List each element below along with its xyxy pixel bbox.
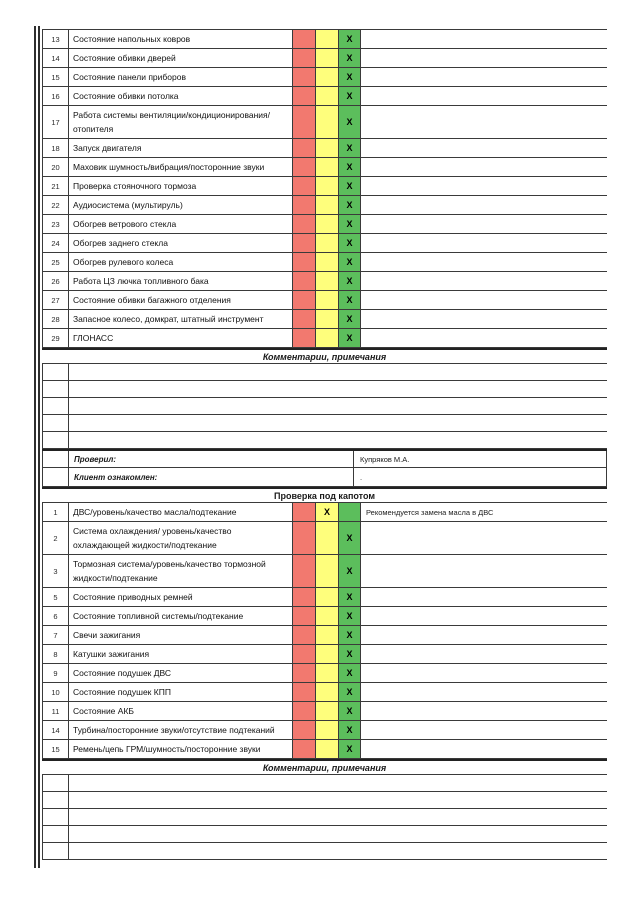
row-number-cell: 26 bbox=[42, 272, 68, 290]
row-label: Состояние АКБ bbox=[68, 702, 292, 720]
status-cell-green: X bbox=[338, 106, 361, 138]
row-number-cell: 15 bbox=[42, 740, 68, 758]
blank-number-cell bbox=[42, 398, 68, 414]
row-label: Состояние подушек ДВС bbox=[68, 664, 292, 682]
status-cell-red bbox=[292, 664, 315, 682]
table-row bbox=[42, 196, 607, 215]
blank-number-cell bbox=[42, 775, 68, 791]
row-label: ДВС/уровень/качество масла/подтекание bbox=[68, 503, 292, 521]
blank-comment-cell bbox=[68, 792, 607, 808]
row-label: Состояние обивки багажного отделения bbox=[68, 291, 292, 309]
status-cell-green: X bbox=[338, 645, 361, 663]
status-cell-yellow bbox=[315, 607, 338, 625]
row-number-cell: 7 bbox=[42, 626, 68, 644]
status-cell-yellow bbox=[315, 522, 338, 554]
status-cell-red bbox=[292, 139, 315, 157]
blank-comment-row bbox=[42, 398, 607, 415]
status-cell-red bbox=[292, 702, 315, 720]
row-number-cell: 18 bbox=[42, 139, 68, 157]
status-cell-green bbox=[338, 503, 361, 521]
row-number-cell: 13 bbox=[42, 30, 68, 48]
hood-section-header: Проверка под капотом bbox=[42, 487, 607, 503]
row-label: Состояние обивки потолка bbox=[68, 87, 292, 105]
row-label: Проверка стояночного тормоза bbox=[68, 177, 292, 195]
blank-comment-row bbox=[42, 826, 607, 843]
status-cell-yellow bbox=[315, 272, 338, 290]
blank-comment-row bbox=[42, 843, 607, 860]
status-cell-red bbox=[292, 158, 315, 176]
status-cell-green: X bbox=[338, 329, 361, 347]
status-cell-green: X bbox=[338, 310, 361, 328]
status-cell-yellow bbox=[315, 158, 338, 176]
status-cell-green: X bbox=[338, 49, 361, 67]
table-row bbox=[42, 158, 607, 177]
status-cell-yellow bbox=[315, 555, 338, 587]
status-cell-yellow bbox=[315, 645, 338, 663]
row-comment-cell bbox=[361, 49, 607, 67]
table-row bbox=[42, 645, 607, 664]
status-cell-red bbox=[292, 87, 315, 105]
row-number-cell: 1 bbox=[42, 503, 68, 521]
interior-checklist-table bbox=[42, 30, 607, 348]
blank-comment-row bbox=[42, 775, 607, 792]
status-cell-yellow bbox=[315, 215, 338, 233]
row-label: Тормозная система/уровень/качество тормозной жидкости/подтекание bbox=[68, 555, 292, 587]
table-row bbox=[42, 740, 607, 759]
row-comment-cell bbox=[361, 740, 607, 758]
status-cell-yellow bbox=[315, 702, 338, 720]
table-row bbox=[42, 522, 607, 555]
row-label: Маховик шумность/вибрация/посторонние звуки bbox=[68, 158, 292, 176]
status-cell-yellow bbox=[315, 49, 338, 67]
row-number-cell: 9 bbox=[42, 664, 68, 682]
row-number-cell: 28 bbox=[42, 310, 68, 328]
client-ack-value: . bbox=[353, 468, 607, 486]
row-comment-cell bbox=[361, 702, 607, 720]
status-cell-green: X bbox=[338, 177, 361, 195]
status-cell-red bbox=[292, 30, 315, 48]
row-label: Турбина/посторонние звуки/отсутствие подтеканий bbox=[68, 721, 292, 739]
row-comment-cell bbox=[361, 626, 607, 644]
row-label: Работа системы вентиляции/кондиционирования/отопителя bbox=[68, 106, 292, 138]
status-cell-yellow bbox=[315, 291, 338, 309]
comments-header-1: Комментарии, примечания bbox=[42, 348, 607, 364]
status-cell-green: X bbox=[338, 607, 361, 625]
inspection-document bbox=[42, 29, 607, 860]
row-number-cell: 3 bbox=[42, 555, 68, 587]
row-label: Аудиосистема (мультируль) bbox=[68, 196, 292, 214]
blank-comment-cell bbox=[68, 415, 607, 431]
status-cell-red bbox=[292, 177, 315, 195]
status-cell-green: X bbox=[338, 87, 361, 105]
row-number-cell: 14 bbox=[42, 49, 68, 67]
row-label: Состояние обивки дверей bbox=[68, 49, 292, 67]
status-cell-green: X bbox=[338, 702, 361, 720]
table-row bbox=[42, 234, 607, 253]
row-label: Запасное колесо, домкрат, штатный инструмент bbox=[68, 310, 292, 328]
blank-comment-cell bbox=[68, 775, 607, 791]
status-cell-green: X bbox=[338, 234, 361, 252]
status-cell-yellow bbox=[315, 68, 338, 86]
row-comment-cell bbox=[361, 139, 607, 157]
table-row bbox=[42, 253, 607, 272]
status-cell-red bbox=[292, 555, 315, 587]
status-cell-red bbox=[292, 683, 315, 701]
table-row bbox=[42, 49, 607, 68]
status-cell-red bbox=[292, 106, 315, 138]
checked-by-row bbox=[42, 449, 607, 468]
status-cell-red bbox=[292, 310, 315, 328]
row-number-cell: 21 bbox=[42, 177, 68, 195]
status-cell-red bbox=[292, 740, 315, 758]
status-cell-green: X bbox=[338, 215, 361, 233]
row-label: Обогрев заднего стекла bbox=[68, 234, 292, 252]
checked-by-value: Купряков М.А. bbox=[353, 451, 607, 467]
row-number-cell: 14 bbox=[42, 721, 68, 739]
blank-comment-row bbox=[42, 415, 607, 432]
row-comment-cell bbox=[361, 234, 607, 252]
status-cell-green: X bbox=[338, 555, 361, 587]
table-row bbox=[42, 626, 607, 645]
table-row bbox=[42, 291, 607, 310]
status-cell-red bbox=[292, 607, 315, 625]
status-cell-red bbox=[292, 234, 315, 252]
blank-comment-row bbox=[42, 364, 607, 381]
blank-comment-row bbox=[42, 381, 607, 398]
status-cell-green: X bbox=[338, 196, 361, 214]
row-label: Состояние топливной системы/подтекание bbox=[68, 607, 292, 625]
client-ack-label: Клиент ознакомлен: bbox=[68, 468, 353, 486]
row-number-cell: 2 bbox=[42, 522, 68, 554]
row-comment-cell bbox=[361, 555, 607, 587]
table-row bbox=[42, 106, 607, 139]
row-label: Обогрев рулевого колеса bbox=[68, 253, 292, 271]
row-number-cell: 24 bbox=[42, 234, 68, 252]
row-label: Состояние приводных ремней bbox=[68, 588, 292, 606]
row-comment-cell bbox=[361, 158, 607, 176]
row-number-cell: 29 bbox=[42, 329, 68, 347]
status-cell-green: X bbox=[338, 740, 361, 758]
table-row bbox=[42, 702, 607, 721]
blank-comment-cell bbox=[68, 381, 607, 397]
row-comment-cell bbox=[361, 588, 607, 606]
status-cell-yellow bbox=[315, 664, 338, 682]
spacer-cell bbox=[42, 451, 68, 467]
status-cell-green: X bbox=[338, 683, 361, 701]
blank-comment-cell bbox=[68, 398, 607, 414]
status-cell-red bbox=[292, 253, 315, 271]
status-cell-green: X bbox=[338, 626, 361, 644]
row-comment-cell bbox=[361, 291, 607, 309]
row-comment-cell bbox=[361, 272, 607, 290]
status-cell-green: X bbox=[338, 253, 361, 271]
status-cell-yellow bbox=[315, 740, 338, 758]
comments-blank-rows-2 bbox=[42, 775, 607, 860]
hood-checklist-table bbox=[42, 503, 607, 759]
status-cell-red bbox=[292, 68, 315, 86]
row-comment-cell bbox=[361, 68, 607, 86]
row-comment-cell bbox=[361, 310, 607, 328]
status-cell-green: X bbox=[338, 522, 361, 554]
table-row bbox=[42, 664, 607, 683]
row-number-cell: 15 bbox=[42, 68, 68, 86]
status-cell-yellow bbox=[315, 253, 338, 271]
row-comment-cell bbox=[361, 253, 607, 271]
row-label: Свечи зажигания bbox=[68, 626, 292, 644]
table-row bbox=[42, 310, 607, 329]
row-number-cell: 5 bbox=[42, 588, 68, 606]
status-cell-yellow bbox=[315, 30, 338, 48]
status-cell-red bbox=[292, 588, 315, 606]
table-row bbox=[42, 329, 607, 348]
status-cell-yellow bbox=[315, 139, 338, 157]
row-number-cell: 10 bbox=[42, 683, 68, 701]
table-row bbox=[42, 683, 607, 702]
row-number-cell: 6 bbox=[42, 607, 68, 625]
row-comment-cell bbox=[361, 683, 607, 701]
status-cell-green: X bbox=[338, 30, 361, 48]
status-cell-green: X bbox=[338, 139, 361, 157]
blank-comment-row bbox=[42, 432, 607, 449]
page-left-rule-outer bbox=[34, 26, 36, 868]
table-row bbox=[42, 588, 607, 607]
status-cell-red bbox=[292, 196, 315, 214]
spacer-cell bbox=[42, 468, 68, 486]
status-cell-red bbox=[292, 503, 315, 521]
row-label: ГЛОНАСС bbox=[68, 329, 292, 347]
blank-comment-row bbox=[42, 792, 607, 809]
row-label: Обогрев ветрового стекла bbox=[68, 215, 292, 233]
status-cell-red bbox=[292, 215, 315, 233]
status-cell-yellow bbox=[315, 87, 338, 105]
checked-by-label: Проверил: bbox=[68, 451, 353, 467]
status-cell-green: X bbox=[338, 68, 361, 86]
status-cell-red bbox=[292, 626, 315, 644]
table-row bbox=[42, 30, 607, 49]
row-label: Ремень/цепь ГРМ/шумность/посторонние звуки bbox=[68, 740, 292, 758]
status-cell-red bbox=[292, 522, 315, 554]
blank-comment-cell bbox=[68, 809, 607, 825]
blank-number-cell bbox=[42, 432, 68, 448]
row-comment-cell bbox=[361, 177, 607, 195]
row-comment-cell bbox=[361, 196, 607, 214]
status-cell-green: X bbox=[338, 291, 361, 309]
table-row bbox=[42, 555, 607, 588]
blank-comment-cell bbox=[68, 826, 607, 842]
row-label: Запуск двигателя bbox=[68, 139, 292, 157]
status-cell-green: X bbox=[338, 721, 361, 739]
row-comment-cell bbox=[361, 329, 607, 347]
row-number-cell: 17 bbox=[42, 106, 68, 138]
status-cell-yellow: X bbox=[315, 503, 338, 521]
status-cell-red bbox=[292, 272, 315, 290]
blank-comment-cell bbox=[68, 843, 607, 859]
blank-number-cell bbox=[42, 843, 68, 859]
blank-number-cell bbox=[42, 826, 68, 842]
row-comment-cell bbox=[361, 645, 607, 663]
row-number-cell: 16 bbox=[42, 87, 68, 105]
status-cell-red bbox=[292, 645, 315, 663]
blank-number-cell bbox=[42, 809, 68, 825]
table-row bbox=[42, 272, 607, 291]
blank-number-cell bbox=[42, 415, 68, 431]
blank-number-cell bbox=[42, 381, 68, 397]
blank-number-cell bbox=[42, 792, 68, 808]
row-comment-cell bbox=[361, 87, 607, 105]
blank-comment-cell bbox=[68, 432, 607, 448]
status-cell-green: X bbox=[338, 664, 361, 682]
status-cell-green: X bbox=[338, 272, 361, 290]
row-label: Работа ЦЗ лючка топливного бака bbox=[68, 272, 292, 290]
status-cell-green: X bbox=[338, 158, 361, 176]
table-row bbox=[42, 139, 607, 158]
table-row bbox=[42, 607, 607, 626]
row-comment-cell bbox=[361, 30, 607, 48]
comments-header-2: Комментарии, примечания bbox=[42, 759, 607, 775]
row-comment-cell bbox=[361, 607, 607, 625]
status-cell-red bbox=[292, 49, 315, 67]
status-cell-yellow bbox=[315, 329, 338, 347]
status-cell-yellow bbox=[315, 626, 338, 644]
blank-comment-row bbox=[42, 809, 607, 826]
row-label: Состояние подушек КПП bbox=[68, 683, 292, 701]
row-number-cell: 11 bbox=[42, 702, 68, 720]
blank-comment-cell bbox=[68, 364, 607, 380]
status-cell-yellow bbox=[315, 196, 338, 214]
status-cell-red bbox=[292, 329, 315, 347]
page-left-rule-inner bbox=[38, 26, 40, 868]
row-number-cell: 27 bbox=[42, 291, 68, 309]
table-row bbox=[42, 503, 607, 522]
status-cell-yellow bbox=[315, 177, 338, 195]
table-row bbox=[42, 177, 607, 196]
row-label: Катушки зажигания bbox=[68, 645, 292, 663]
row-comment-cell bbox=[361, 522, 607, 554]
status-cell-red bbox=[292, 721, 315, 739]
row-number-cell: 20 bbox=[42, 158, 68, 176]
table-row bbox=[42, 68, 607, 87]
blank-number-cell bbox=[42, 364, 68, 380]
status-cell-yellow bbox=[315, 310, 338, 328]
status-cell-green: X bbox=[338, 588, 361, 606]
status-cell-yellow bbox=[315, 721, 338, 739]
table-row bbox=[42, 87, 607, 106]
row-number-cell: 8 bbox=[42, 645, 68, 663]
row-number-cell: 23 bbox=[42, 215, 68, 233]
row-comment-cell bbox=[361, 721, 607, 739]
row-number-cell: 22 bbox=[42, 196, 68, 214]
row-comment-cell bbox=[361, 664, 607, 682]
table-row bbox=[42, 721, 607, 740]
status-cell-yellow bbox=[315, 234, 338, 252]
row-comment-cell bbox=[361, 215, 607, 233]
row-label: Состояние панели приборов bbox=[68, 68, 292, 86]
row-label: Состояние напольных ковров bbox=[68, 30, 292, 48]
row-comment-cell bbox=[361, 106, 607, 138]
status-cell-yellow bbox=[315, 588, 338, 606]
row-comment-cell: Рекомендуется замена масла в ДВС bbox=[366, 507, 494, 517]
row-number-cell: 25 bbox=[42, 253, 68, 271]
client-ack-row bbox=[42, 468, 607, 487]
row-label: Система охлаждения/ уровень/качество охлаждающей жидкости/подтекание bbox=[68, 522, 292, 554]
status-cell-red bbox=[292, 291, 315, 309]
status-cell-yellow bbox=[315, 106, 338, 138]
table-row bbox=[42, 215, 607, 234]
status-cell-yellow bbox=[315, 683, 338, 701]
comments-blank-rows-1 bbox=[42, 364, 607, 449]
